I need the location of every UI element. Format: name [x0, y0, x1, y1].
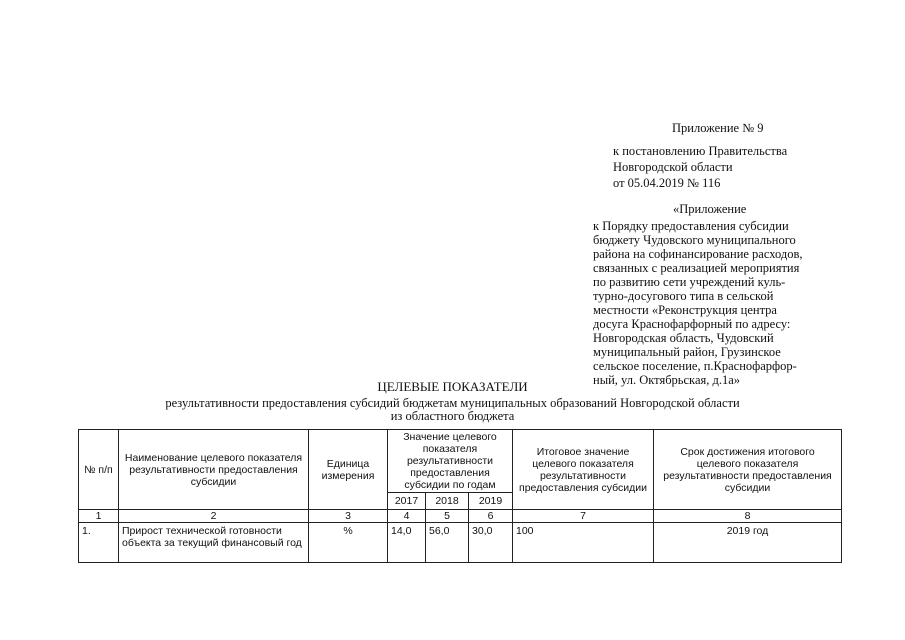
header-num: № п/п: [79, 430, 119, 510]
row-deadline: 2019 год: [654, 523, 842, 563]
order-line: досуга Краснофарфорный по адресу:: [593, 317, 791, 331]
row-final: 100: [513, 523, 654, 563]
header-unit: Единица измерения: [309, 430, 388, 510]
column-numbers-row: [79, 510, 842, 523]
column-number: 4: [388, 510, 426, 523]
header-year: 2018: [426, 493, 469, 510]
order-line: к Порядку предоставления субсидии: [593, 219, 789, 233]
header-name: Наименование целевого показателя результативности предоставления субсидии: [119, 430, 309, 510]
header-final: Итоговое значение целевого показателя результативности предоставления субсидии: [513, 430, 654, 510]
decree-line: Новгородской области: [613, 160, 733, 174]
row-num: 1.: [79, 523, 119, 563]
subtitle-line: из областного бюджета: [390, 409, 515, 423]
header-value-group: Значение целевого показателя результативности предоставления субсидии по годам: [388, 430, 513, 493]
row-unit: %: [309, 523, 388, 563]
indicators-table: [78, 429, 842, 563]
header-deadline: Срок достижения итогового целевого показателя результативности предоставления субсидии: [654, 430, 842, 510]
appendix-number: Приложение № 9: [672, 121, 764, 135]
document-subtitle: [0, 397, 905, 423]
order-line: Новгородская область, Чудовский: [593, 331, 774, 345]
subtitle-line: результативности предоставления субсидий бюджетам муниципальных образований Новгородской области: [165, 396, 740, 410]
column-number: 1: [79, 510, 119, 523]
prilozhenie-label: «Приложение: [673, 202, 747, 216]
order-reference: [593, 219, 853, 387]
document-title: ЦЕЛЕВЫЕ ПОКАЗАТЕЛИ: [377, 379, 528, 394]
order-line: бюджету Чудовского муниципального: [593, 233, 796, 247]
order-line: местности «Реконструкция центра: [593, 303, 777, 317]
header-year: 2017: [388, 493, 426, 510]
order-line: по развитию сети учреждений куль-: [593, 275, 786, 289]
order-line: турно-досугового типа в сельской: [593, 289, 774, 303]
column-number: 5: [426, 510, 469, 523]
column-number: 2: [119, 510, 309, 523]
row-value-2019: 30,0: [469, 523, 513, 563]
column-number: 8: [654, 510, 842, 523]
decree-line: от 05.04.2019 № 116: [613, 176, 721, 190]
order-line: района на софинансирование расходов,: [593, 247, 803, 261]
order-line: связанных с реализацией мероприятия: [593, 261, 800, 275]
row-value-2017: 14,0: [388, 523, 426, 563]
order-line: ный, ул. Октябрьская, д.1а»: [593, 373, 741, 387]
decree-reference: [613, 143, 787, 191]
row-value-2018: 56,0: [426, 523, 469, 563]
decree-line: к постановлению Правительства: [613, 144, 788, 158]
table-row: [79, 523, 842, 563]
table-header-row: [79, 430, 842, 493]
column-number: 6: [469, 510, 513, 523]
column-number: 7: [513, 510, 654, 523]
header-year: 2019: [469, 493, 513, 510]
row-name: Прирост технической готовности объекта за текущий финансовый год: [119, 523, 309, 563]
order-line: муниципальный район, Грузинское: [593, 345, 781, 359]
column-number: 3: [309, 510, 388, 523]
order-line: сельское поселение, п.Краснофарфор-: [593, 359, 797, 373]
